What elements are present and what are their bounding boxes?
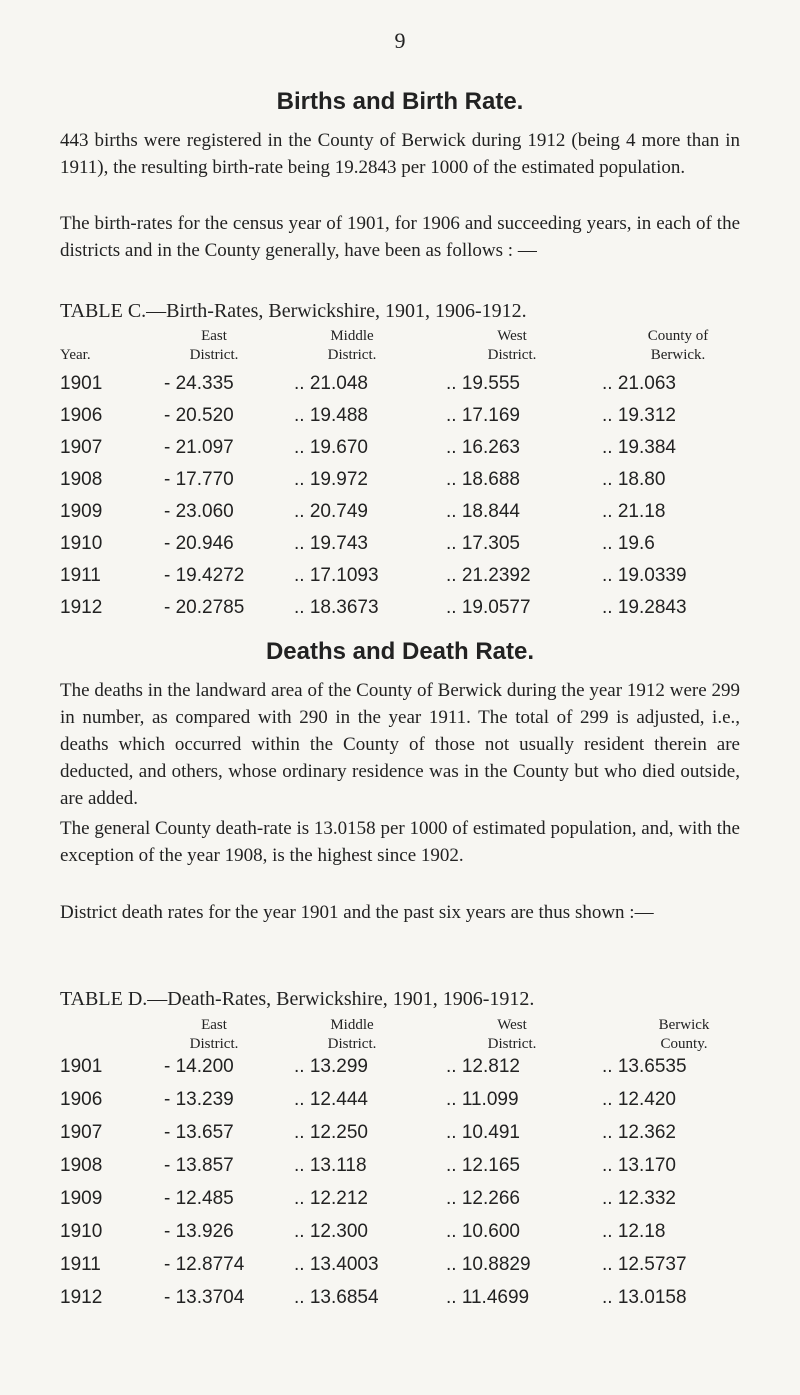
cell-year: 1907 (60, 1122, 103, 1143)
cell-middle: .. 19.743 (294, 533, 368, 554)
cell-year: 1911 (60, 1254, 101, 1275)
cell-county: .. 13.170 (602, 1155, 676, 1176)
table-c-title: TABLE C.—Birth-Rates, Berwickshire, 1901, 1906-1912. (60, 300, 527, 322)
births-heading: Births and Birth Rate. (276, 88, 524, 115)
cell-county: .. 13.6535 (602, 1056, 687, 1077)
cell-west: .. 10.8829 (446, 1254, 531, 1275)
deaths-paragraph-1: The deaths in the landward area of the County of Berwick during the year 1912 were 299 in number, as compared with 290 in the year 1911. The total of 299 is adjusted, i.e., deaths which occurred within the County of those not usually resident therein are deducted, and others, whose ordinary residence was in the County but who died outside, are added. (60, 680, 740, 809)
cell-west: .. 17.305 (446, 533, 520, 554)
cell-middle: .. 12.250 (294, 1122, 368, 1143)
header-line: East (201, 328, 227, 344)
cell-year: 1901 (60, 373, 103, 394)
header-line: District. (189, 347, 239, 363)
deaths-heading: Deaths and Death Rate. (265, 638, 535, 665)
cell-west: .. 12.165 (446, 1155, 520, 1176)
cell-year: 1909 (60, 501, 103, 522)
table-row (0, 1056, 800, 1088)
header-line: Middle (330, 328, 374, 344)
header-line: District. (327, 1036, 377, 1052)
deaths-paragraph-3: District death rates for the year 1901 and the past six years are thus shown :— (60, 902, 654, 923)
cell-middle: .. 19.670 (294, 437, 368, 458)
table-row (0, 533, 800, 565)
table-d-title: TABLE D.—Death-Rates, Berwickshire, 1901, 1906-1912. (60, 988, 535, 1010)
cell-county: .. 12.362 (602, 1122, 676, 1143)
deaths-paragraph-2: The general County death-rate is 13.0158 per 1000 of estimated population, and, with the exception of the year 1908, is the highest since 1902. (60, 818, 740, 866)
table-row (0, 597, 800, 629)
cell-east: - 23.060 (164, 501, 234, 522)
cell-year: 1910 (60, 1221, 103, 1242)
cell-east: - 13.857 (164, 1155, 234, 1176)
cell-middle: .. 19.972 (294, 469, 368, 490)
cell-east: - 17.770 (164, 469, 234, 490)
cell-year: 1906 (60, 405, 103, 426)
cell-year: 1908 (60, 1155, 103, 1176)
cell-east: - 20.520 (164, 405, 234, 426)
cell-year: 1912 (60, 597, 103, 618)
cell-year: 1906 (60, 1089, 103, 1110)
cell-middle: .. 13.118 (294, 1155, 367, 1176)
cell-east: - 19.4272 (164, 565, 245, 586)
cell-west: .. 19.0577 (446, 597, 531, 618)
cell-east: - 21.097 (164, 437, 234, 458)
cell-west: .. 10.491 (446, 1122, 520, 1143)
cell-west: .. 18.844 (446, 501, 520, 522)
cell-east: - 13.657 (164, 1122, 234, 1143)
cell-county: .. 12.332 (602, 1188, 676, 1209)
table-row (0, 1221, 800, 1253)
cell-county: .. 12.5737 (602, 1254, 687, 1275)
table-row (0, 1254, 800, 1286)
table-row (0, 565, 800, 597)
cell-middle: .. 20.749 (294, 501, 368, 522)
header-line: Berwick (658, 1017, 710, 1033)
header-line: Middle (330, 1017, 374, 1033)
cell-west: .. 17.169 (446, 405, 520, 426)
cell-east: - 20.946 (164, 533, 234, 554)
cell-middle: .. 13.6854 (294, 1287, 379, 1308)
header-line: District. (487, 347, 537, 363)
cell-middle: .. 19.488 (294, 405, 368, 426)
table-row (0, 1188, 800, 1220)
header-line: District. (487, 1036, 537, 1052)
header-line: District. (327, 347, 377, 363)
table-d-county-header (624, 1016, 744, 1054)
table-d-east-header (154, 1016, 274, 1054)
cell-west: .. 12.812 (446, 1056, 520, 1077)
cell-west: .. 11.099 (446, 1089, 519, 1110)
cell-west: .. 18.688 (446, 469, 520, 490)
header-line: East (201, 1017, 227, 1033)
header-line: Berwick. (650, 347, 706, 363)
cell-west: .. 16.263 (446, 437, 520, 458)
table-row (0, 405, 800, 437)
cell-year: 1909 (60, 1188, 103, 1209)
table-row (0, 501, 800, 533)
cell-west: .. 12.266 (446, 1188, 520, 1209)
table-row (0, 1287, 800, 1319)
cell-east: - 13.3704 (164, 1287, 245, 1308)
header-line: County of (647, 328, 709, 344)
table-d-west-header (452, 1016, 572, 1054)
cell-year: 1910 (60, 533, 103, 554)
cell-east: - 12.8774 (164, 1254, 245, 1275)
cell-county: .. 21.063 (602, 373, 676, 394)
table-row (0, 373, 800, 405)
table-c-east-header (154, 327, 274, 365)
cell-county: .. 19.0339 (602, 565, 687, 586)
header-line: County. (660, 1036, 708, 1052)
cell-middle: .. 18.3673 (294, 597, 379, 618)
table-row (0, 1155, 800, 1187)
cell-east: - 13.926 (164, 1221, 234, 1242)
cell-middle: .. 12.212 (294, 1188, 368, 1209)
cell-county: .. 21.18 (602, 501, 666, 522)
births-paragraph-1: 443 births were registered in the County of Berwick during 1912 (being 4 more than in 1911), the resulting birth-rate being 19.2843 per 1000 of the estimated population. (60, 130, 740, 178)
table-c-year-header: Year. (60, 347, 91, 363)
cell-east: - 12.485 (164, 1188, 234, 1209)
cell-middle: .. 13.299 (294, 1056, 368, 1077)
cell-county: .. 18.80 (602, 469, 666, 490)
cell-east: - 13.239 (164, 1089, 234, 1110)
cell-year: 1901 (60, 1056, 103, 1077)
cell-middle: .. 21.048 (294, 373, 368, 394)
cell-county: .. 19.6 (602, 533, 655, 554)
cell-east: - 20.2785 (164, 597, 245, 618)
table-row (0, 1089, 800, 1121)
cell-year: 1911 (60, 565, 101, 586)
cell-county: .. 13.0158 (602, 1287, 687, 1308)
cell-county: .. 19.2843 (602, 597, 687, 618)
cell-county: .. 12.420 (602, 1089, 676, 1110)
table-row (0, 469, 800, 501)
header-line: West (497, 1017, 527, 1033)
cell-county: .. 12.18 (602, 1221, 666, 1242)
table-c-west-header (452, 327, 572, 365)
header-line: West (497, 328, 527, 344)
cell-west: .. 10.600 (446, 1221, 520, 1242)
cell-year: 1907 (60, 437, 103, 458)
cell-west: .. 21.2392 (446, 565, 531, 586)
cell-west: .. 11.4699 (446, 1287, 530, 1308)
table-c-county-header (618, 327, 738, 365)
births-paragraph-2: The birth-rates for the census year of 1901, for 1906 and succeeding years, in each of the districts and in the County generally, have been as follows : — (60, 213, 740, 261)
cell-year: 1908 (60, 469, 103, 490)
table-row (0, 1122, 800, 1154)
cell-west: .. 19.555 (446, 373, 520, 394)
cell-middle: .. 12.444 (294, 1089, 368, 1110)
cell-middle: .. 17.1093 (294, 565, 379, 586)
cell-east: - 24.335 (164, 373, 234, 394)
cell-year: 1912 (60, 1287, 103, 1308)
cell-east: - 14.200 (164, 1056, 234, 1077)
table-d-middle-header (292, 1016, 412, 1054)
page-number: 9 (394, 28, 406, 53)
cell-middle: .. 12.300 (294, 1221, 368, 1242)
cell-middle: .. 13.4003 (294, 1254, 379, 1275)
cell-county: .. 19.384 (602, 437, 676, 458)
table-row (0, 437, 800, 469)
cell-county: .. 19.312 (602, 405, 676, 426)
table-c-middle-header (292, 327, 412, 365)
header-line: District. (189, 1036, 239, 1052)
